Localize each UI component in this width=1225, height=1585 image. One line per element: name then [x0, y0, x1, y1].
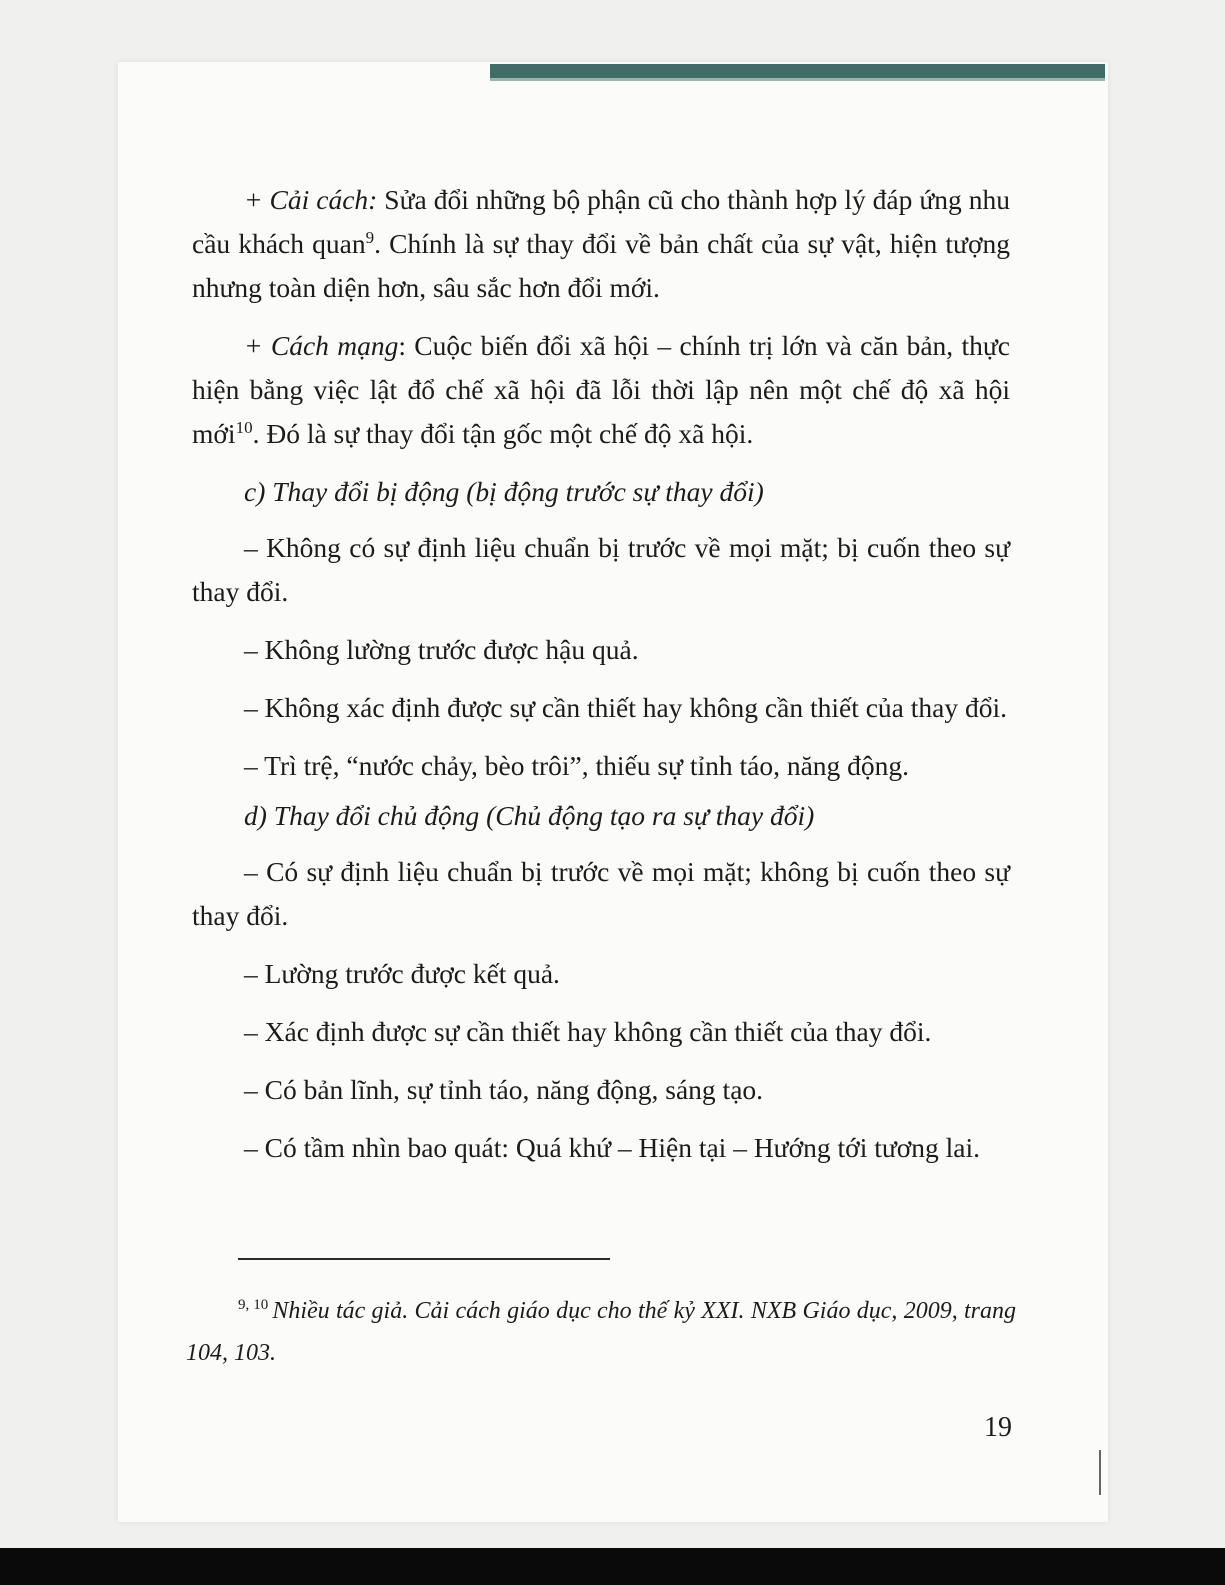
- header-decorative-band-shadow: [490, 78, 1105, 81]
- paragraph-text: Sửa đổi những bộ phận cũ cho thành hợp lý đáp ứng nhu cầu khách quan: [192, 184, 1011, 259]
- scan-bottom-bar: [0, 1548, 1225, 1585]
- list-item: – Không lường trước được hậu quả.: [244, 634, 639, 665]
- footnote-marks: 9, 10: [238, 1297, 269, 1313]
- footnote-divider: [238, 1258, 610, 1260]
- section-heading-c: c) Thay đổi bị động (bị động trước sự thay đổi): [244, 476, 764, 507]
- footnote-text: Nhiều tác giả. Cải cách giáo dục cho thế kỷ XXI. NXB Giáo dục, 2009, trang 104, 103.: [186, 1298, 1017, 1366]
- header-decorative-band: [490, 64, 1105, 78]
- paragraph-cai-cach: [192, 178, 1010, 310]
- page-number: 19: [984, 1412, 1012, 1443]
- list-item: – Không có sự định liệu chuẩn bị trước về mọi mặt; bị cuốn theo sự thay đổi.: [192, 532, 1010, 607]
- list-item: – Có sự định liệu chuẩn bị trước về mọi mặt; không bị cuốn theo sự thay đổi.: [192, 856, 1010, 931]
- list-item: – Xác định được sự cần thiết hay không cần thiết của thay đổi.: [244, 1016, 932, 1047]
- list-item: – Có bản lĩnh, sự tỉnh táo, năng động, sáng tạo.: [244, 1074, 764, 1105]
- list-item: – Trì trệ, “nước chảy, bèo trôi”, thiếu sự tỉnh táo, năng động.: [244, 750, 910, 781]
- paragraph-text: . Đó là sự thay đổi tận gốc một chế độ xã hội.: [252, 418, 754, 449]
- page-body: [192, 178, 1010, 1184]
- list-item: – Lường trước được kết quả.: [244, 958, 560, 989]
- section-heading-d: d) Thay đổi chủ động (Chủ động tạo ra sự thay đổi): [244, 800, 815, 831]
- footnote-ref[interactable]: 10: [235, 417, 253, 437]
- footnote: [186, 1290, 1016, 1374]
- list-item: – Có tầm nhìn bao quát: Quá khứ – Hiện tại – Hướng tới tương lai.: [244, 1132, 981, 1163]
- term-cai-cach: + Cải cách:: [244, 184, 378, 215]
- term-cach-mang: + Cách mạng: [244, 330, 399, 361]
- footnote-ref[interactable]: 9: [365, 227, 375, 247]
- paragraph-text: : Cuộc biến đổi xã hội – chính trị lớn và căn bản, thực hiện bằng việc lật đổ chế xã hội đã lỗi thời lập nên một chế độ xã hội mới: [192, 330, 1010, 449]
- list-item: – Không xác định được sự cần thiết hay không cần thiết của thay đổi.: [244, 692, 1007, 723]
- paragraph-text: . Chính là sự thay đổi về bản chất của sự vật, hiện tượng nhưng toàn diện hơn, sâu sắc hơn đổi mới.: [192, 228, 1011, 303]
- page-edge-mark: [1099, 1450, 1101, 1495]
- paragraph-cach-mang: [192, 324, 1010, 456]
